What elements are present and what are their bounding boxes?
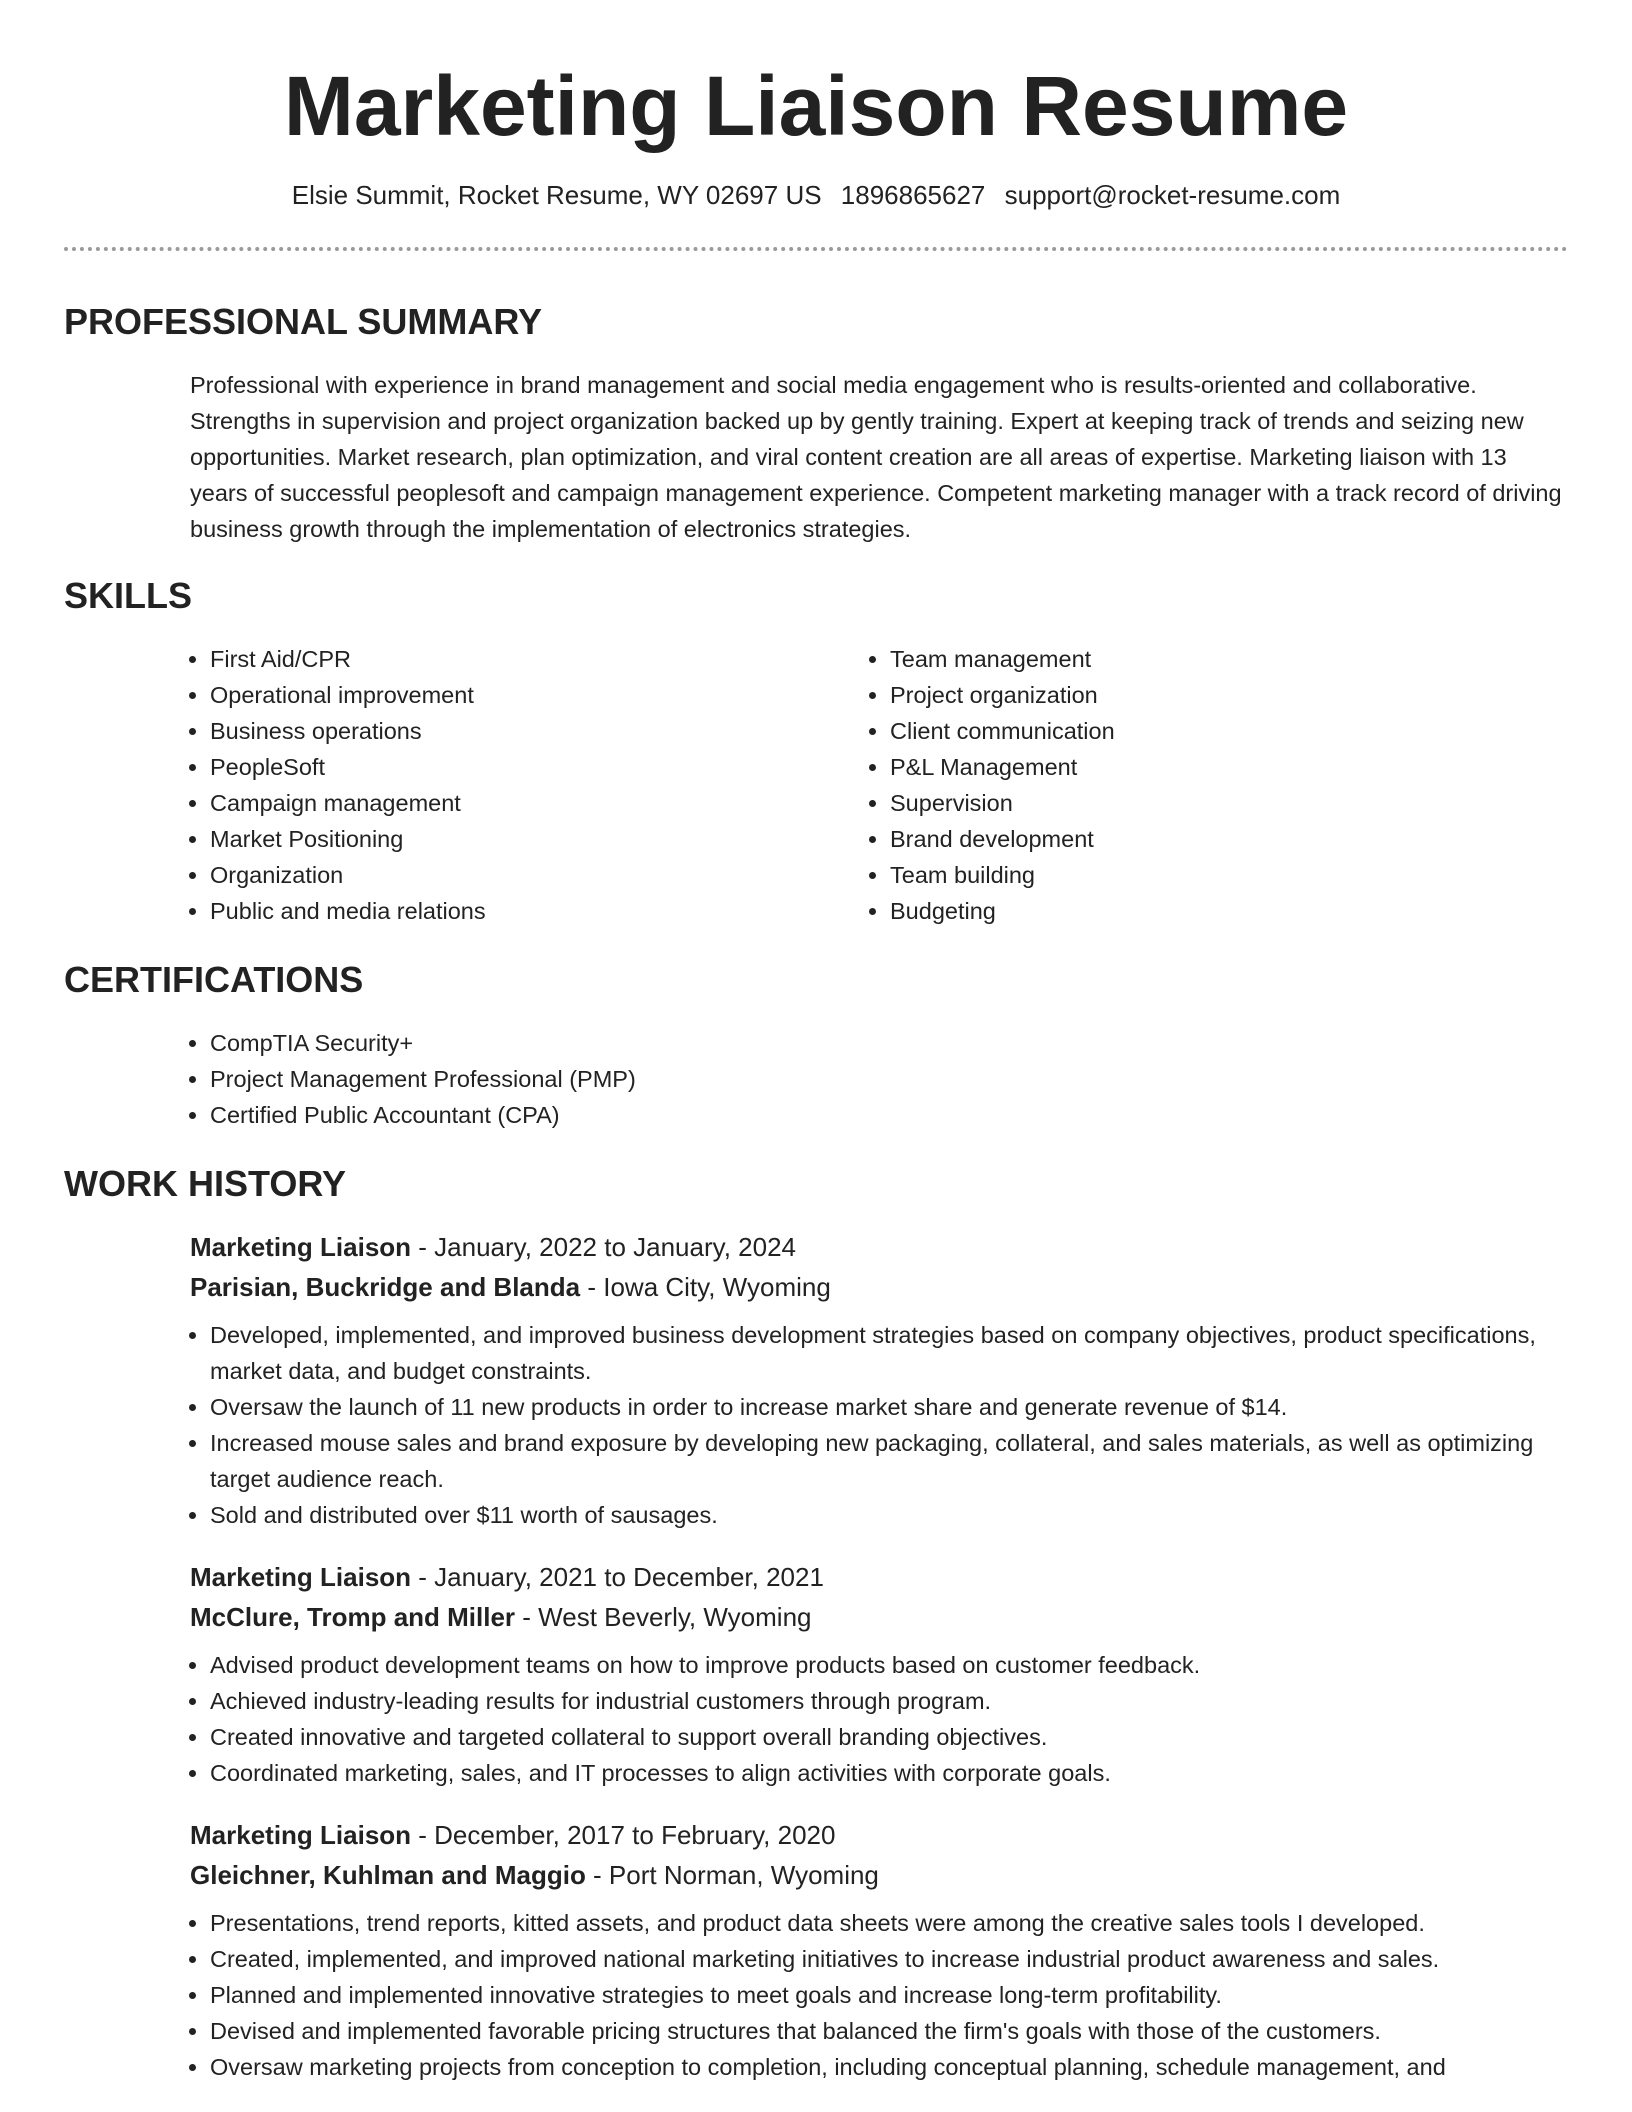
job-dates: - December, 2017 to February, 2020 — [411, 1820, 836, 1851]
skills-column-right — [846, 641, 1526, 929]
skill-item: • Team building — [890, 857, 1526, 893]
job-location: - Iowa City, Wyoming — [580, 1272, 831, 1303]
skill-item: • Campaign management — [210, 785, 846, 821]
skill-item: • PeopleSoft — [210, 749, 846, 785]
job-location: - Port Norman, Wyoming — [585, 1860, 879, 1891]
contact-address: Elsie Summit, Rocket Resume, WY 02697 US — [291, 180, 822, 211]
header-divider — [64, 247, 1568, 251]
certifications-body — [166, 1025, 1568, 1133]
job-bullet: • Achieved industry-leading results for industrial customers through program. — [210, 1683, 1568, 1719]
job-bullet: • Oversaw marketing projects from conception to completion, including conceptual planning, schedule management, and — [210, 2049, 1568, 2085]
summary-heading: PROFESSIONAL SUMMARY — [64, 301, 543, 343]
skill-item: • Budgeting — [890, 893, 1526, 929]
work-history-section — [64, 1163, 1568, 2085]
skill-item: • Project organization — [890, 677, 1526, 713]
job-title-line — [190, 1227, 1568, 1267]
summary-body — [190, 367, 1568, 547]
job-bullet: • Advised product development teams on how to improve products based on customer feedback. — [210, 1647, 1568, 1683]
skill-item: • Client communication — [890, 713, 1526, 749]
job-location: - West Beverly, Wyoming — [515, 1602, 812, 1633]
summary-section — [64, 301, 1568, 547]
skill-item: • Operational improvement — [210, 677, 846, 713]
job-bullet: • Oversaw the launch of 11 new products in order to increase market share and generate revenue of $14. — [210, 1389, 1568, 1425]
contact-email: support@rocket-resume.com — [1004, 180, 1341, 211]
certification-item: • CompTIA Security+ — [210, 1025, 1568, 1061]
skill-item: • Brand development — [890, 821, 1526, 857]
job-dates: - January, 2021 to December, 2021 — [411, 1562, 824, 1593]
job-entry — [190, 1815, 1568, 2085]
job-title-line — [190, 1557, 1568, 1597]
job-bullet: • Sold and distributed over $11 worth of sausages. — [210, 1497, 1568, 1533]
skill-item: • Market Positioning — [210, 821, 846, 857]
job-entry — [190, 1557, 1568, 1791]
job-company-line — [190, 1597, 1568, 1637]
job-title: Marketing Liaison — [190, 1232, 412, 1263]
job-entry — [190, 1227, 1568, 1533]
certification-item: • Certified Public Accountant (CPA) — [210, 1097, 1568, 1133]
job-bullet: • Created innovative and targeted collateral to support overall branding objectives. — [210, 1719, 1568, 1755]
resume-title: Marketing Liaison Resume — [283, 59, 1349, 153]
job-company-line — [190, 1855, 1568, 1895]
skill-item: • Public and media relations — [210, 893, 846, 929]
job-company: McClure, Tromp and Miller — [190, 1602, 516, 1633]
certifications-heading: CERTIFICATIONS — [64, 959, 364, 1001]
skill-item: • P&L Management — [890, 749, 1526, 785]
skills-columns — [166, 641, 1568, 929]
work-history-heading: WORK HISTORY — [64, 1163, 347, 1205]
skill-item: • Organization — [210, 857, 846, 893]
job-bullet: • Created, implemented, and improved national marketing initiatives to increase industrial product awareness and sales. — [210, 1941, 1568, 1977]
skill-item: • First Aid/CPR — [210, 641, 846, 677]
summary-text: Professional with experience in brand management and social media engagement who is results-oriented and collaborative. Strengths in supervision and project organization backed up by gently training. Expert at keeping track of trends and seizing new opportunities. Market research, plan optimization, and viral content creation are all areas of expertise. Marketing liaison with 13 years of successful peoplesoft and campaign management experience. Competent marketing manager with a track record of driving business growth through the implementation of electronics strategies. — [190, 372, 1562, 543]
job-bullet: • Coordinated marketing, sales, and IT processes to align activities with corporate goals. — [210, 1755, 1568, 1791]
job-bullet: • Increased mouse sales and brand exposure by developing new packaging, collateral, and sales materials, as well as optimizing target audience reach. — [210, 1425, 1568, 1497]
job-company-line — [190, 1267, 1568, 1307]
job-bullet: • Presentations, trend reports, kitted assets, and product data sheets were among the creative sales tools I developed. — [210, 1905, 1568, 1941]
job-title-line — [190, 1815, 1568, 1855]
resume-page — [64, 0, 1568, 2085]
contact-line — [64, 180, 1568, 211]
job-company: Gleichner, Kuhlman and Maggio — [190, 1860, 586, 1891]
job-title: Marketing Liaison — [190, 1562, 412, 1593]
skills-section — [64, 575, 1568, 929]
job-company: Parisian, Buckridge and Blanda — [190, 1272, 581, 1303]
job-bullet: • Developed, implemented, and improved business development strategies based on company objectives, product specifications, market data, and budget constraints. — [210, 1317, 1568, 1389]
skills-heading: SKILLS — [64, 575, 193, 617]
skill-item: • Team management — [890, 641, 1526, 677]
contact-phone: 1896865627 — [840, 180, 986, 211]
skill-item: • Business operations — [210, 713, 846, 749]
job-title: Marketing Liaison — [190, 1820, 412, 1851]
skills-column-left — [166, 641, 846, 929]
job-dates: - January, 2022 to January, 2024 — [411, 1232, 796, 1263]
certifications-section — [64, 959, 1568, 1133]
certification-item: • Project Management Professional (PMP) — [210, 1061, 1568, 1097]
skill-item: • Supervision — [890, 785, 1526, 821]
job-bullet: • Planned and implemented innovative strategies to meet goals and increase long-term profitability. — [210, 1977, 1568, 2013]
job-bullet: • Devised and implemented favorable pricing structures that balanced the firm's goals with those of the customers. — [210, 2013, 1568, 2049]
